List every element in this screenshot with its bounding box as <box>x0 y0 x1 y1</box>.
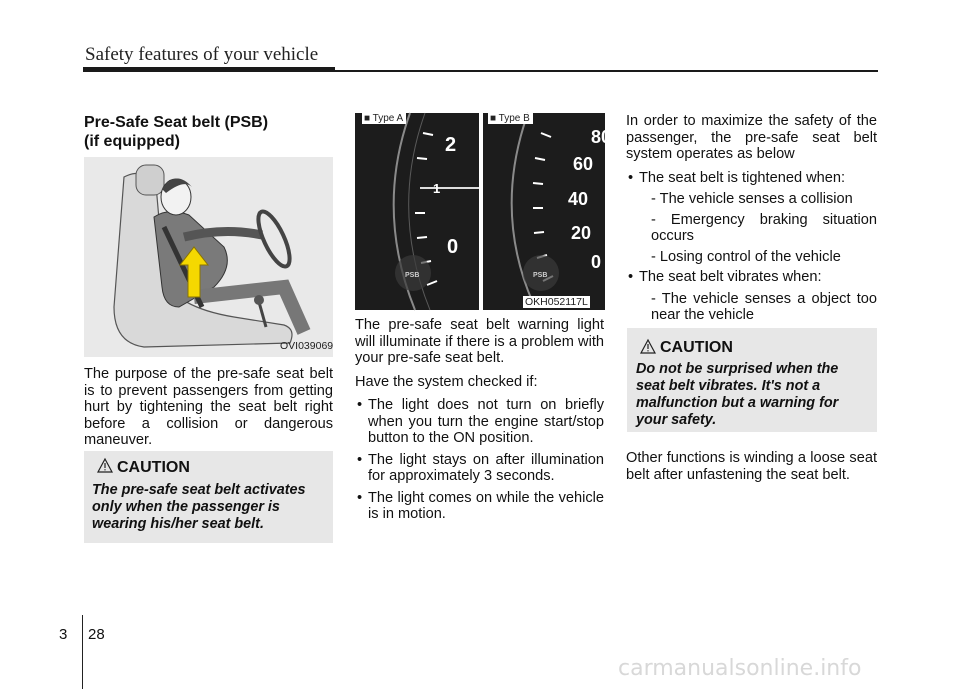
checked-if-paragraph: Have the system checked if: <box>355 373 538 390</box>
left-column <box>84 113 334 151</box>
gauge-a-number-2: 2 <box>445 134 457 156</box>
closing-paragraph: Other functions is winding a loose seat belt after unfastening the seat belt. <box>626 450 877 483</box>
sub-list-item: - Emergency braking situation occurs <box>651 211 877 244</box>
caution-title: CAUTION <box>660 339 733 356</box>
watermark-site: carmanualsonline.info <box>618 656 862 681</box>
right-column-text <box>626 113 877 328</box>
list-item-text: The seat belt vibrates when: <box>639 269 822 285</box>
section-number: 3 <box>59 626 68 643</box>
bullet-dot: • <box>628 169 634 186</box>
warning-triangle-icon <box>640 339 656 354</box>
sub-list-item: - The vehicle senses a collision <box>651 191 853 207</box>
left-paragraph: The purpose of the pre-safe seat belt is to prevent passengers from getting hurt by tightening the seat belt right before a collision or dangerous maneuver. <box>84 366 333 448</box>
caution-box-right <box>627 328 877 432</box>
section-heading-line1: Pre-Safe Seat belt (PSB) <box>84 114 269 131</box>
list-item <box>355 397 604 447</box>
list-item <box>355 452 604 485</box>
bullet-dot: • <box>628 269 634 285</box>
list-item <box>626 269 877 286</box>
psb-indicator-label: PSB <box>405 272 420 279</box>
gauge-b-number-0: 0 <box>591 252 602 272</box>
page-header-title: Safety features of your vehicle <box>85 44 319 65</box>
list-item-text: The light stays on after illumination for approximately 3 seconds. <box>368 451 604 484</box>
gauge-b-number-60: 60 <box>573 154 594 174</box>
gauge-a-number-1: 1 <box>433 181 441 196</box>
caution-box-left <box>84 451 333 543</box>
seatbelt-illustration <box>84 157 333 357</box>
section-heading-line2: (if equipped) <box>84 133 180 150</box>
caution-title: CAUTION <box>117 459 190 476</box>
gauge-a-number-0: 0 <box>447 236 459 258</box>
bullet-dot: • <box>357 397 363 413</box>
gauge-b-dial <box>483 113 612 310</box>
gauge-b-number-20: 20 <box>571 223 592 243</box>
header-rule-thin <box>335 70 878 72</box>
list-item-text: The light does not turn on briefly when you turn the engine start/stop button to the ON position. <box>368 397 604 446</box>
figure-code-gauges: OKH052117L <box>525 296 588 308</box>
figure-code: OVI039069 <box>280 340 334 352</box>
gauge-b-number-80: 80 <box>591 127 612 147</box>
page-number: 28 <box>88 626 105 643</box>
warning-triangle-icon <box>97 458 113 473</box>
type-a-label: ■ Type A <box>362 113 406 124</box>
list-item-text: The light comes on while the vehicle is in motion. <box>368 489 604 522</box>
list-item <box>355 490 604 523</box>
warning-light-paragraph: The pre-safe seat belt warning light will illuminate if there is a problem with your pre-safe seat belt. <box>355 317 604 366</box>
caution-text: The pre-safe seat belt activates only when the passenger is wearing his/her seat belt. <box>92 482 306 532</box>
bullet-dot: • <box>357 451 363 468</box>
gauge-b-number-40: 40 <box>568 189 589 209</box>
type-b-label: ■ Type B <box>488 113 533 124</box>
header-rule-thick <box>83 67 335 72</box>
gauge-type-a <box>355 113 479 310</box>
list-item-text: The seat belt is tightened when: <box>639 169 846 186</box>
sub-list-item: - The vehicle senses a object too near the vehicle <box>651 290 877 323</box>
gauge-type-b <box>483 113 612 310</box>
psb-indicator-label-b: PSB <box>533 272 548 279</box>
caution-text: Do not be surprised when the seat belt vibrates. It's not a malfunction but a warning for your safety. <box>636 361 839 428</box>
list-item <box>626 170 877 187</box>
footer-divider <box>82 615 83 689</box>
middle-column-text <box>355 317 604 528</box>
gauge-a-dial <box>355 113 479 310</box>
driver-seat-drawing <box>84 157 333 357</box>
intro-paragraph: In order to maximize the safety of the passenger, the pre-safe seat belt system operates as below <box>626 113 877 162</box>
sub-list-item: - Losing control of the vehicle <box>651 248 841 265</box>
bullet-dot: • <box>357 489 363 506</box>
